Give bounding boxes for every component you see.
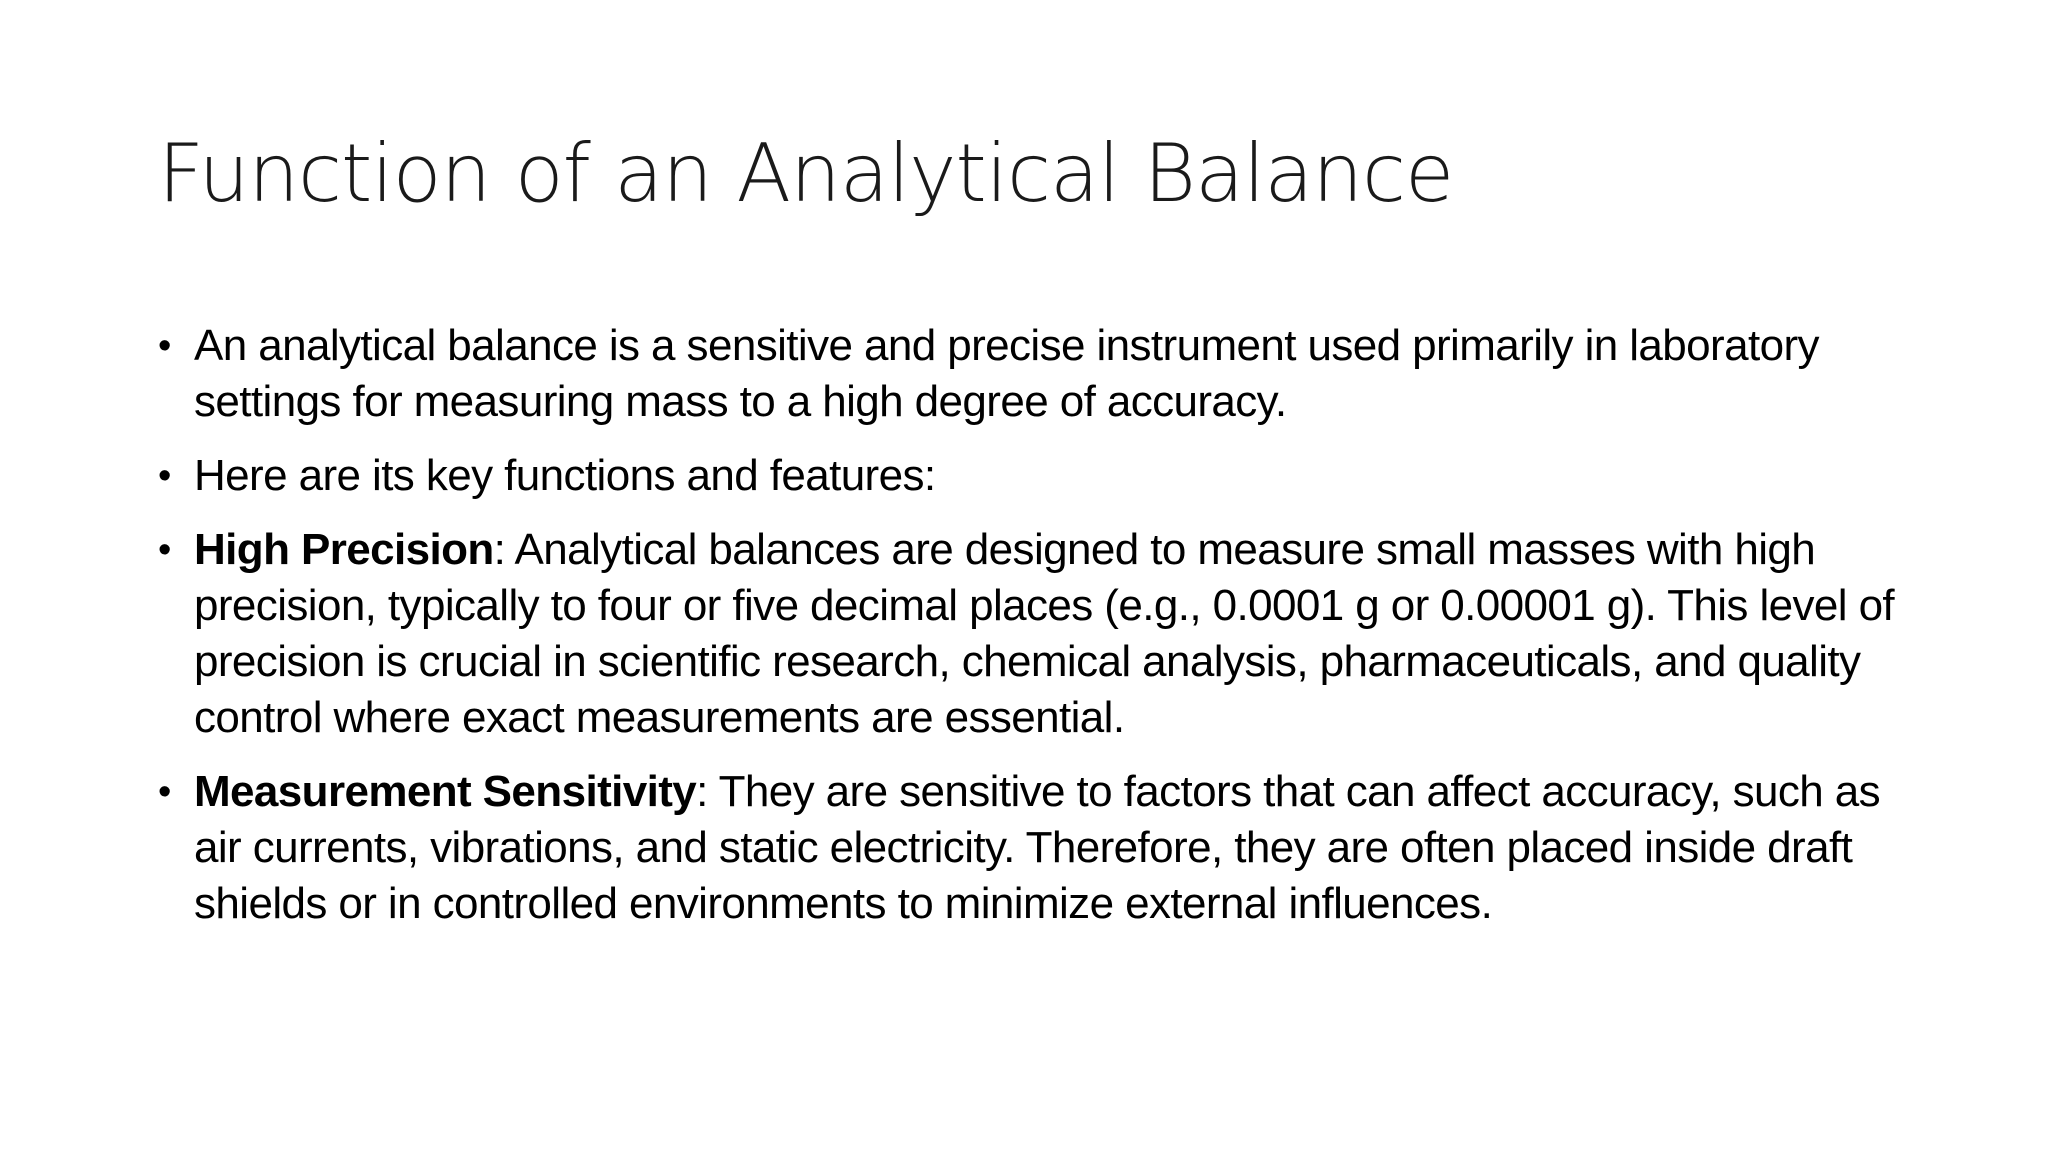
bullet-text: They are sensitive to factors that can affect accuracy, such as air currents, vibrations, and static electricity. Therefore, they are often placed inside draft shields or in controlled environments to minimize external influences. <box>194 767 1881 928</box>
bullet-text: Here are its key functions and features: <box>194 451 936 500</box>
bullet-item-key-functions <box>158 448 1898 504</box>
bullet-separator: : <box>696 767 719 816</box>
bullet-item-intro <box>158 318 1898 430</box>
bullet-point-icon: • <box>158 455 171 497</box>
bullet-separator: : <box>493 525 515 574</box>
bullet-point-icon: • <box>158 529 171 571</box>
bullet-item-measurement-sensitivity <box>158 764 1898 932</box>
bullet-term: High Precision <box>194 525 494 574</box>
bullet-list <box>158 318 1898 950</box>
bullet-text: An analytical balance is a sensitive and precise instrument used primarily in laboratory settings for measuring mass to a high degree of accuracy. <box>194 321 1819 426</box>
bullet-term: Measurement Sensitivity <box>194 767 697 816</box>
bullet-point-icon: • <box>158 325 171 367</box>
slide-title: Function of an Analytical Balance <box>158 127 1454 220</box>
bullet-text: Analytical balances are designed to measure small masses with high precision, typically to four or five decimal places (e.g., 0.0001 g or 0.00001 g). This level of precision is crucial in scientific research, chemical analysis, pharmaceuticals, and quality control where exact measurements are essential. <box>194 525 1895 742</box>
bullet-item-high-precision <box>158 522 1898 746</box>
bullet-point-icon: • <box>158 771 171 813</box>
